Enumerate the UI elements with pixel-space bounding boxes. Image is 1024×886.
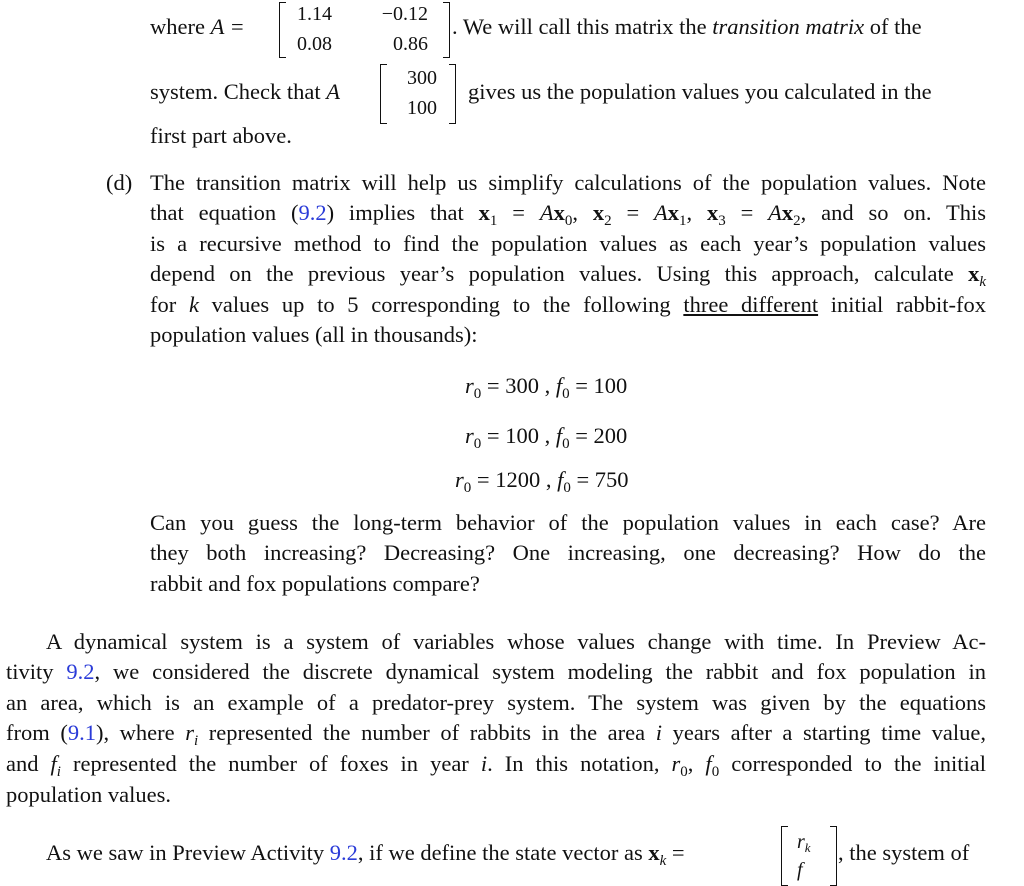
text-run: , we considered the discrete dynamical system modeling the rabbit and fox population in: [94, 659, 986, 684]
vector-cell: 100: [407, 97, 437, 119]
math-r: r: [465, 373, 474, 398]
text-run: from (: [6, 720, 68, 745]
state-vector-line-start: [46, 838, 685, 872]
state-vector: [781, 826, 837, 886]
math-r: r: [465, 423, 474, 448]
equation-ref-link[interactable]: 9.1: [67, 720, 96, 745]
body-line-1: A dynamical system is a system of variables whose values change with time. In Preview Ac-: [46, 629, 986, 654]
math-A: A: [326, 79, 340, 104]
subscript: 0: [563, 480, 571, 496]
check-sentence-start: [150, 77, 340, 108]
vec-x: x: [592, 200, 605, 225]
math-A: A: [539, 200, 554, 225]
question-line-3: rabbit and fox populations compare?: [150, 571, 480, 596]
math-i: i: [480, 751, 488, 776]
subscript: 0: [473, 386, 482, 402]
subscript: i: [56, 764, 61, 780]
text-run: and: [6, 751, 51, 776]
subscript: 0: [562, 386, 570, 402]
body-line-5: [6, 749, 986, 783]
matrix-cell: −0.12: [381, 3, 428, 25]
body-line-6: population values.: [6, 782, 171, 807]
subscript: k: [804, 840, 811, 855]
equation-ref-link[interactable]: 9.2: [298, 200, 327, 225]
text-run: corresponded to the initial: [719, 751, 987, 776]
equals: =: [666, 840, 685, 865]
question-line-2: they both increasing? Decreasing? One increasing, one decreasing? How do the: [150, 540, 986, 565]
part-d-line-3: is a recursive method to find the population values as each year’s population values: [150, 231, 986, 256]
activity-ref-link[interactable]: 9.2: [66, 659, 95, 684]
matrix-cell: 1.14: [297, 3, 332, 25]
left-bracket: [380, 64, 387, 124]
math-r: r: [185, 720, 194, 745]
body-line-2: [6, 657, 986, 688]
subscript: 0: [473, 436, 482, 452]
math-r: r: [455, 467, 464, 492]
where-word: where: [150, 14, 205, 39]
emphasis-transition-matrix: transition matrix: [712, 14, 865, 39]
math-f: f: [557, 467, 564, 492]
equals: =: [611, 200, 654, 225]
vector-cell: [797, 830, 811, 856]
equals: =: [725, 200, 769, 225]
transition-matrix-sentence: [452, 12, 922, 43]
case-value: = 750: [570, 467, 629, 492]
part-d-line-6: population values (all in thousands):: [150, 322, 478, 347]
comma: ,: [686, 200, 707, 225]
math-f: f: [797, 859, 803, 881]
math-k: k: [188, 292, 199, 317]
math-A: A: [654, 200, 668, 225]
subscript: 0: [562, 436, 570, 452]
vec-x: x: [707, 200, 719, 225]
right-bracket: [443, 2, 450, 58]
comma: ,: [572, 200, 593, 225]
part-d-label: (d): [106, 170, 133, 195]
vec-x: x: [478, 200, 490, 225]
body-line-3: an area, which is an example of a predator-prey system. The system was given by the equations: [6, 690, 986, 715]
transition-matrix-A: [279, 2, 450, 58]
left-bracket: [279, 2, 286, 58]
vector-cell: 300: [407, 67, 437, 89]
math-f: f: [50, 751, 57, 776]
state-vector-line-end: , the system of: [838, 840, 970, 865]
right-bracket: [830, 826, 837, 886]
text-run: ) implies that: [326, 200, 479, 225]
part-d-line-4: [150, 259, 986, 293]
case-value: = 100: [569, 373, 628, 398]
text-run: represented the number of rabbits in the area: [198, 720, 656, 745]
subscript: 2: [793, 213, 801, 229]
activity-ref-link[interactable]: 9.2: [329, 840, 358, 865]
math-i: i: [655, 720, 662, 745]
matrix-cell: 0.86: [393, 33, 428, 55]
right-bracket: [449, 64, 456, 124]
body-line-4: [6, 718, 986, 752]
math-f: f: [555, 373, 563, 398]
text-run: for: [150, 292, 189, 317]
text-run: , and so on. This: [800, 200, 986, 225]
matrix-cell: 0.08: [297, 33, 332, 55]
initial-case-1: [465, 371, 627, 405]
question-line-1: Can you guess the long-term behavior of the population values in each case? Are: [150, 510, 986, 535]
text-run: , if we define the state vector as: [357, 840, 649, 865]
subscript: 1: [489, 213, 498, 229]
subscript: 2: [604, 213, 612, 229]
subscript: i: [193, 733, 199, 749]
part-d-line-2: [150, 198, 986, 232]
text-run: As we saw in Preview Activity: [46, 840, 330, 865]
vector-cell: [797, 858, 803, 882]
part-d-line-1: The transition matrix will help us simplify calculations of the population values. Note: [150, 170, 986, 195]
math-r: r: [671, 751, 681, 776]
vec-x: x: [968, 261, 980, 286]
case-value: = 1200 ,: [471, 467, 558, 492]
subscript: 0: [564, 213, 573, 229]
vec-x: x: [553, 200, 565, 225]
comma: ,: [687, 751, 706, 776]
recursion-equations: [478, 200, 801, 229]
underlined-three-different: three different: [683, 292, 819, 317]
text-run: that equation (: [150, 200, 299, 225]
subscript: 1: [679, 213, 687, 229]
initial-case-2: [465, 421, 627, 455]
math-f: f: [555, 423, 563, 448]
case-value: = 300 ,: [481, 373, 556, 398]
math-r: r: [797, 831, 805, 853]
check-sentence-end: first part above.: [150, 123, 292, 148]
left-bracket: [781, 826, 788, 886]
text-run: initial rabbit-fox: [818, 292, 986, 317]
vec-x: x: [781, 200, 794, 225]
text-run: tivity: [6, 659, 67, 684]
text-run: . In this notation,: [487, 751, 672, 776]
subscript: k: [979, 274, 986, 290]
text-run: . We will call this matrix the: [452, 14, 713, 39]
text-run: of the: [864, 14, 922, 39]
text-run: represented the number of foxes in year: [60, 751, 481, 776]
vec-x: x: [667, 200, 679, 225]
initial-vector: [380, 64, 456, 124]
text-run: depend on the previous year’s population values. Using this approach, calculate: [150, 261, 969, 286]
subscript: 0: [711, 764, 720, 780]
part-d-line-5: [150, 290, 986, 321]
vec-x: x: [648, 840, 660, 865]
text-run: ), where: [95, 720, 186, 745]
math-f: f: [705, 751, 712, 776]
text-run: years after a starting time value,: [662, 720, 986, 745]
subscript: 0: [680, 764, 688, 780]
subscript: 0: [463, 480, 472, 496]
text-run: system. Check that: [150, 79, 327, 104]
subscript: k: [659, 853, 667, 869]
text-run: values up to 5 corresponding to the following: [198, 292, 684, 317]
case-value: = 100 ,: [481, 423, 556, 448]
equals: =: [497, 200, 540, 225]
check-sentence-rest: gives us the population values you calculated in the: [468, 79, 932, 104]
where-text: [150, 12, 245, 43]
initial-case-3: [455, 465, 629, 499]
a-equals: A =: [210, 14, 245, 39]
case-value: = 200: [569, 423, 628, 448]
subscript: 3: [718, 213, 726, 229]
math-A: A: [768, 200, 782, 225]
